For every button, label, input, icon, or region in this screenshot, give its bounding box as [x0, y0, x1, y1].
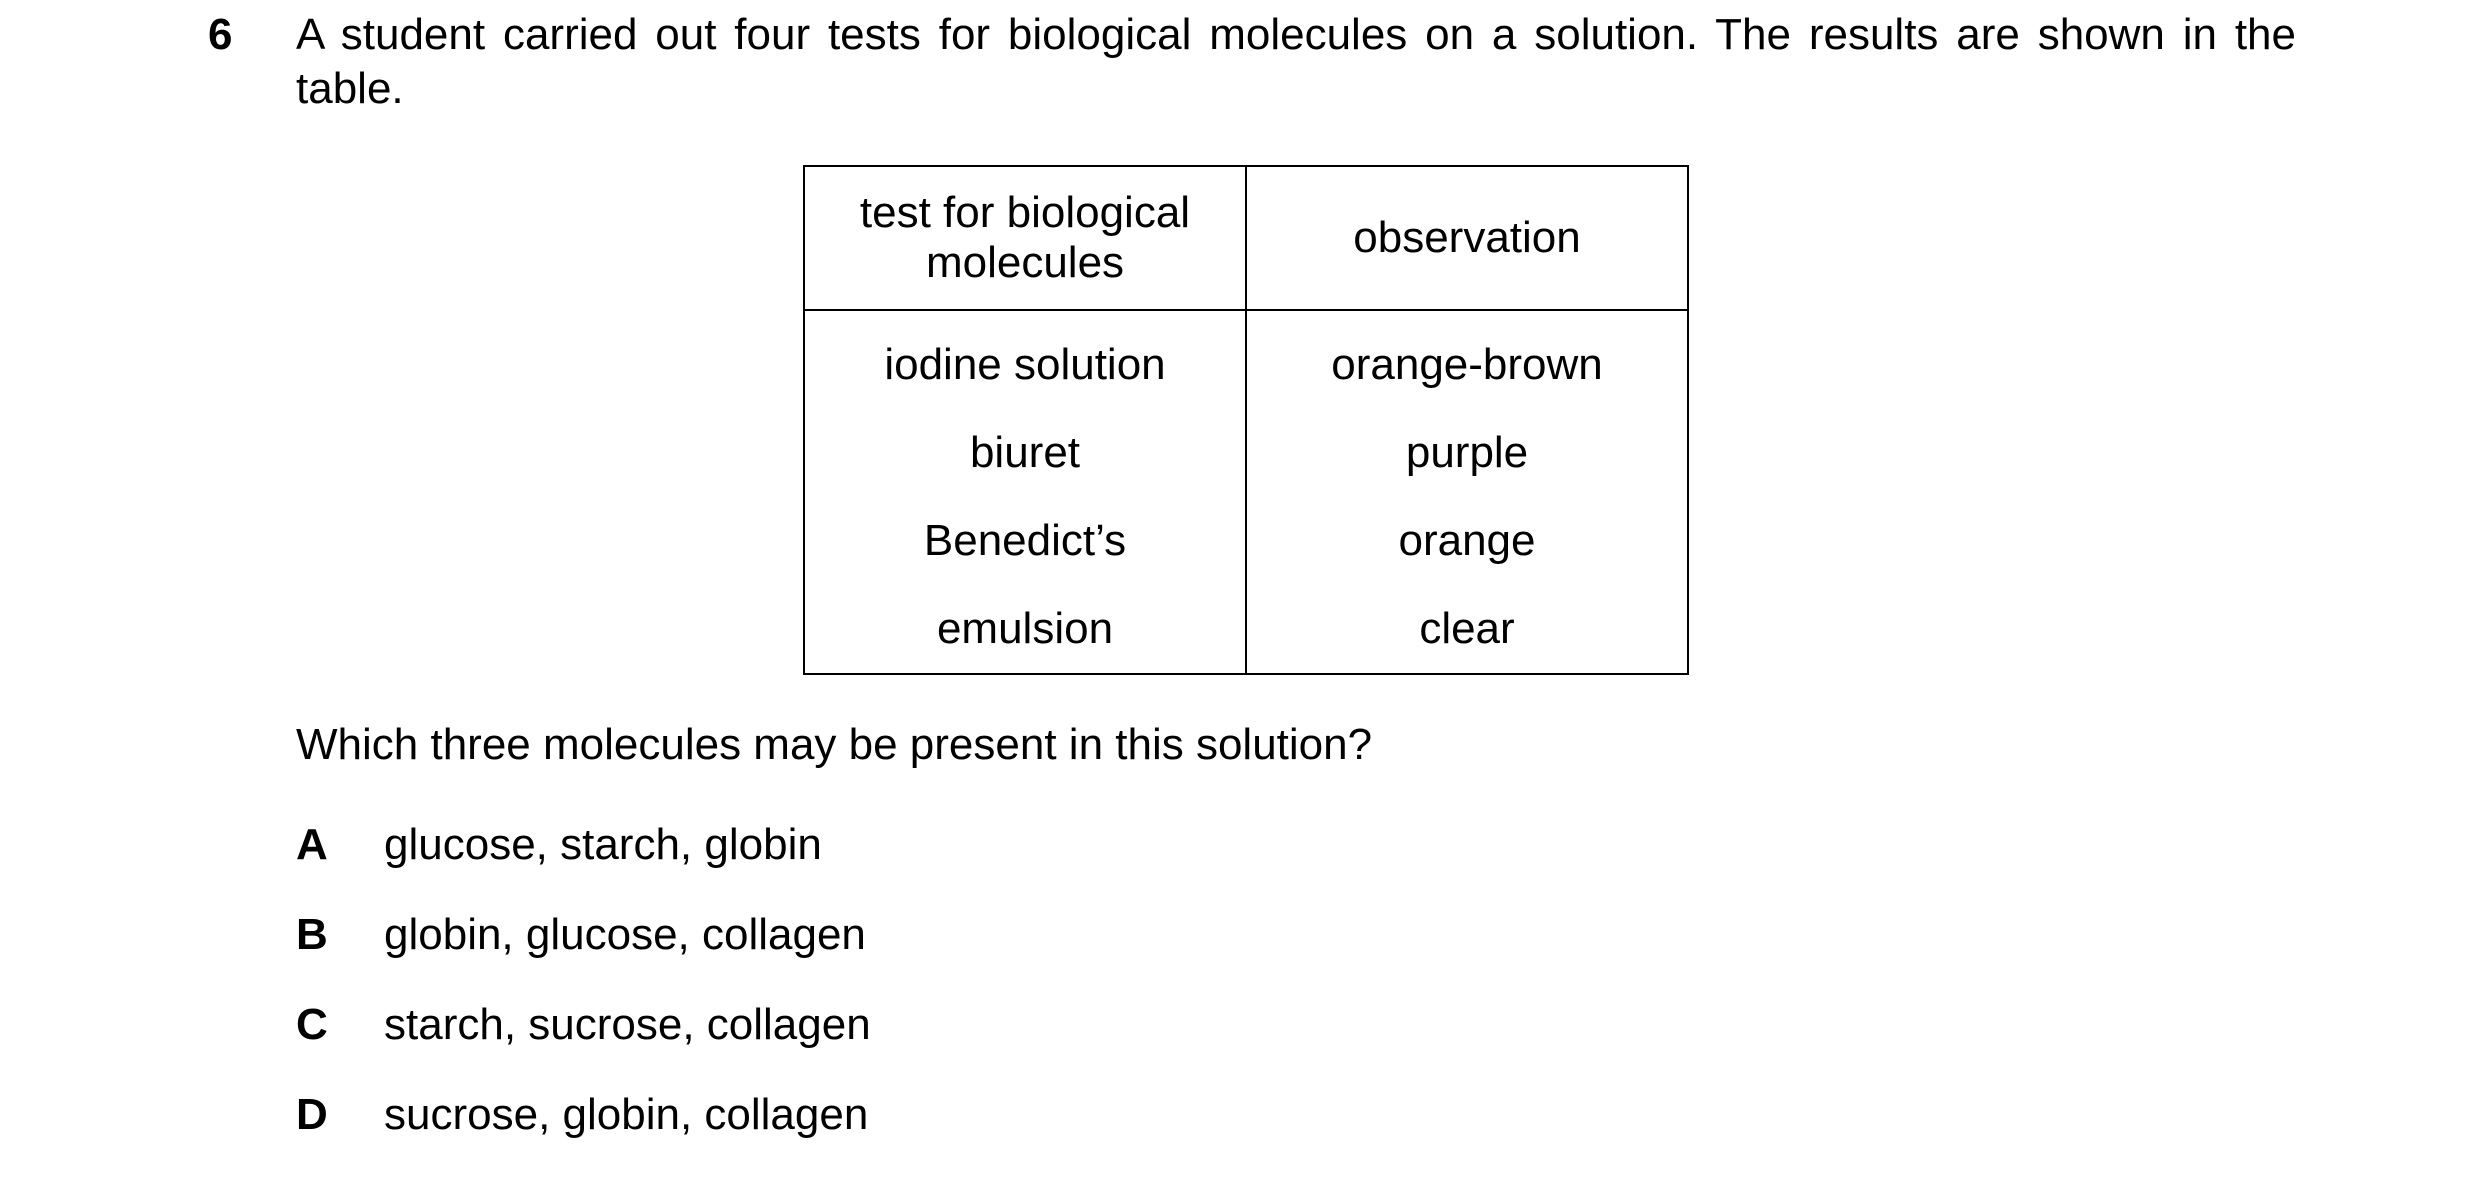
option-letter: D: [296, 1090, 328, 1139]
table-row: [804, 409, 1688, 497]
test-cell: biuret: [804, 409, 1246, 497]
results-table: [803, 165, 1689, 675]
option-letter: A: [296, 820, 328, 869]
answer-options: [296, 818, 871, 1178]
header-test: test for biological molecules: [804, 166, 1246, 310]
question-number: 6: [208, 10, 233, 59]
observation-cell: orange-brown: [1246, 310, 1688, 409]
option-text: globin, glucose, collagen: [384, 910, 866, 959]
option-text: sucrose, globin, collagen: [384, 1090, 869, 1139]
option-text: starch, sucrose, collagen: [384, 1000, 871, 1049]
header-observation: observation: [1246, 166, 1688, 310]
question-prompt: Which three molecules may be present in this solution?: [296, 720, 1373, 769]
option-letter: C: [296, 1000, 328, 1049]
table-row: [804, 585, 1688, 674]
test-cell: Benedict’s: [804, 497, 1246, 585]
option-letter: B: [296, 910, 328, 959]
question-stem: A student carried out four tests for biological molecules on a solution. The results are shown in the table.: [296, 10, 2296, 113]
observation-cell: purple: [1246, 409, 1688, 497]
option-a: [296, 818, 871, 908]
test-cell: emulsion: [804, 585, 1246, 674]
test-cell: iodine solution: [804, 310, 1246, 409]
option-b: [296, 908, 871, 998]
table-row: [804, 310, 1688, 409]
observation-cell: orange: [1246, 497, 1688, 585]
option-text: glucose, starch, globin: [384, 820, 822, 869]
option-d: [296, 1088, 871, 1178]
table-header-row: [804, 166, 1688, 310]
option-c: [296, 998, 871, 1088]
table-row: [804, 497, 1688, 585]
observation-cell: clear: [1246, 585, 1688, 674]
